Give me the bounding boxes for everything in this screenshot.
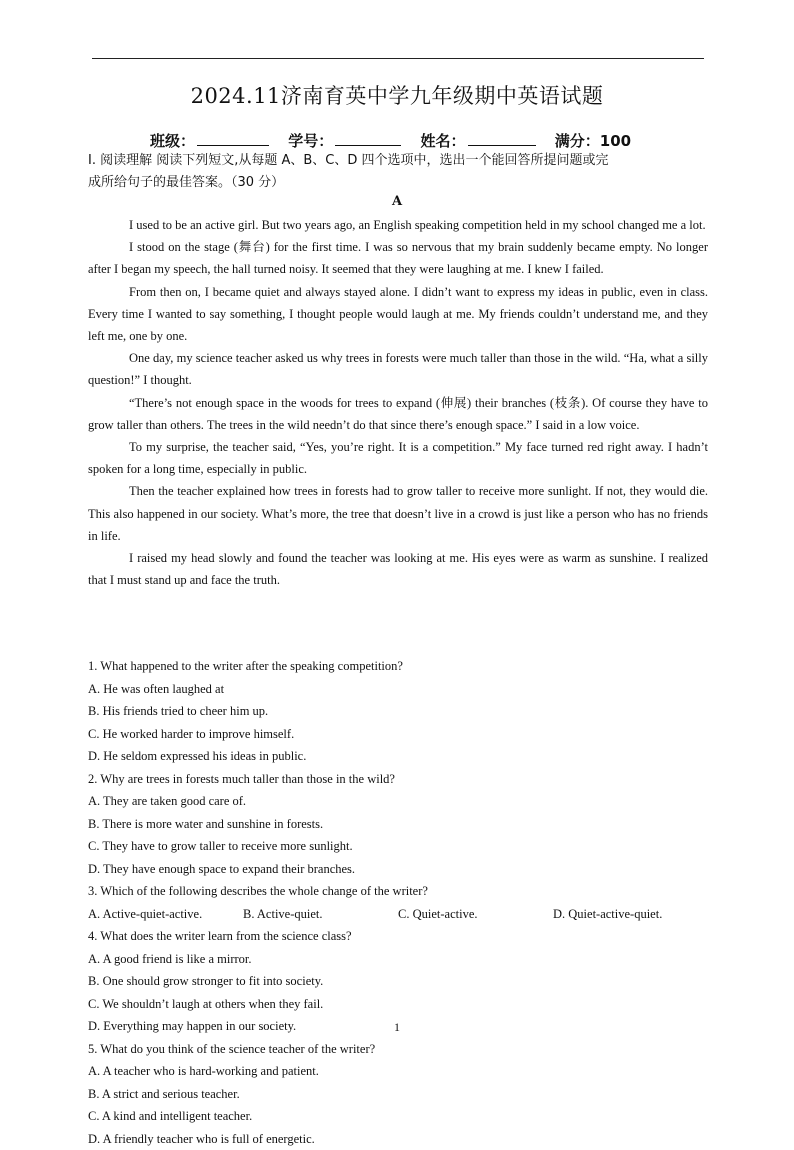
passage-paragraph: “There’s not enough space in the woods for trees to expand (伸展) their branches (枝条). Of course they have to grow taller than others. The trees in the wild needn’t do that since there’s enough space.” I said in a low voice. bbox=[88, 392, 708, 436]
passage-paragraph: One day, my science teacher asked us why trees in forests were much taller than those in the wild. “Ha, what a silly question!” I thought. bbox=[88, 347, 708, 391]
passage-paragraph: I stood on the stage (舞台) for the first time. I was so nervous that my brain suddenly became empty. No longer after I began my speech, the hall turned noisy. It seemed that they were laughing at me. I knew I failed. bbox=[88, 236, 708, 280]
page-number: 1 bbox=[0, 1020, 794, 1035]
section-instruction bbox=[88, 150, 712, 194]
option-b: B. His friends tried to cheer him up. bbox=[88, 700, 400, 723]
passage-paragraph: To my surprise, the teacher said, “Yes, you’re right. It is a competition.” My face turned red right away. I hadn’t spoken for a long time, especially in public. bbox=[88, 436, 708, 480]
student-no-blank bbox=[335, 133, 401, 146]
option-d: D. They have enough space to expand their branches. bbox=[88, 858, 708, 881]
question-stem: 5. What do you think of the science teacher of the writer? bbox=[88, 1038, 708, 1061]
question-list bbox=[88, 655, 708, 1150]
full-score-label: 满分： bbox=[555, 132, 600, 150]
page-title: 2024.11济南育英中学九年级期中英语试题 bbox=[0, 80, 794, 110]
instruction-line: 成所给句子的最佳答案。（30 分） bbox=[88, 172, 712, 194]
question-3 bbox=[88, 880, 708, 925]
question-stem: 4. What does the writer learn from the science class? bbox=[88, 925, 708, 948]
passage-label: A bbox=[0, 194, 794, 209]
student-no-label: 学号： bbox=[288, 132, 333, 150]
question-2 bbox=[88, 768, 708, 881]
full-score-value: 100 bbox=[600, 132, 631, 150]
question-stem: 2. Why are trees in forests much taller than those in the wild? bbox=[88, 768, 708, 791]
instruction-line: I. 阅读理解 阅读下列短文,从每题 A、B、C、D 四个选项中，选出一个能回答所提问题或完 bbox=[88, 150, 712, 172]
option-d: D. Everything may happen in our society. bbox=[88, 1015, 400, 1038]
option-d: D. A friendly teacher who is full of energetic. bbox=[88, 1128, 400, 1150]
option-a: A. Active-quiet-active. bbox=[88, 903, 243, 926]
name-blank bbox=[468, 133, 536, 146]
option-b: B. Active-quiet. bbox=[243, 903, 398, 926]
name-label: 姓名： bbox=[421, 132, 466, 150]
option-a: A. A good friend is like a mirror. bbox=[88, 948, 400, 971]
option-b: B. One should grow stronger to fit into society. bbox=[88, 970, 400, 993]
passage-paragraph: From then on, I became quiet and always stayed alone. I didn’t want to express my ideas in public, even in class. Every time I wanted to say something, I thought people would laugh at me. My friends couldn’t understand me, and they left me, one by one. bbox=[88, 281, 708, 348]
top-rule bbox=[92, 58, 704, 59]
option-b: B. There is more water and sunshine in forests. bbox=[88, 813, 400, 836]
reading-passage bbox=[88, 214, 708, 591]
option-a: A. He was often laughed at bbox=[88, 678, 400, 701]
option-d: D. Quiet-active-quiet. bbox=[553, 903, 708, 926]
class-label: 班级： bbox=[150, 132, 195, 150]
option-a: A. A teacher who is hard-working and patient. bbox=[88, 1060, 400, 1083]
option-c: C. A kind and intelligent teacher. bbox=[88, 1105, 400, 1128]
question-1 bbox=[88, 655, 708, 768]
option-d: D. He seldom expressed his ideas in public. bbox=[88, 745, 400, 768]
class-blank bbox=[197, 133, 269, 146]
option-c: C. They have to grow taller to receive more sunlight. bbox=[88, 835, 708, 858]
option-c: C. We shouldn’t laugh at others when they fail. bbox=[88, 993, 400, 1016]
question-stem: 1. What happened to the writer after the speaking competition? bbox=[88, 655, 708, 678]
passage-paragraph: I raised my head slowly and found the teacher was looking at me. His eyes were as warm as sunshine. I realized that I must stand up and face the truth. bbox=[88, 547, 708, 591]
student-info-line bbox=[150, 130, 631, 151]
option-a: A. They are taken good care of. bbox=[88, 790, 400, 813]
passage-paragraph: I used to be an active girl. But two years ago, an English speaking competition held in my school changed me a lot. bbox=[88, 214, 708, 236]
option-b: B. A strict and serious teacher. bbox=[88, 1083, 400, 1106]
option-c: C. Quiet-active. bbox=[398, 903, 553, 926]
option-c: C. He worked harder to improve himself. bbox=[88, 723, 400, 746]
question-5 bbox=[88, 1038, 708, 1150]
question-stem: 3. Which of the following describes the whole change of the writer? bbox=[88, 880, 708, 903]
passage-paragraph: Then the teacher explained how trees in forests had to grow taller to receive more sunlight. If not, they would die. This also happened in our society. What’s more, the tree that doesn’t live in a crowd is just like a person who has no friends in life. bbox=[88, 480, 708, 547]
